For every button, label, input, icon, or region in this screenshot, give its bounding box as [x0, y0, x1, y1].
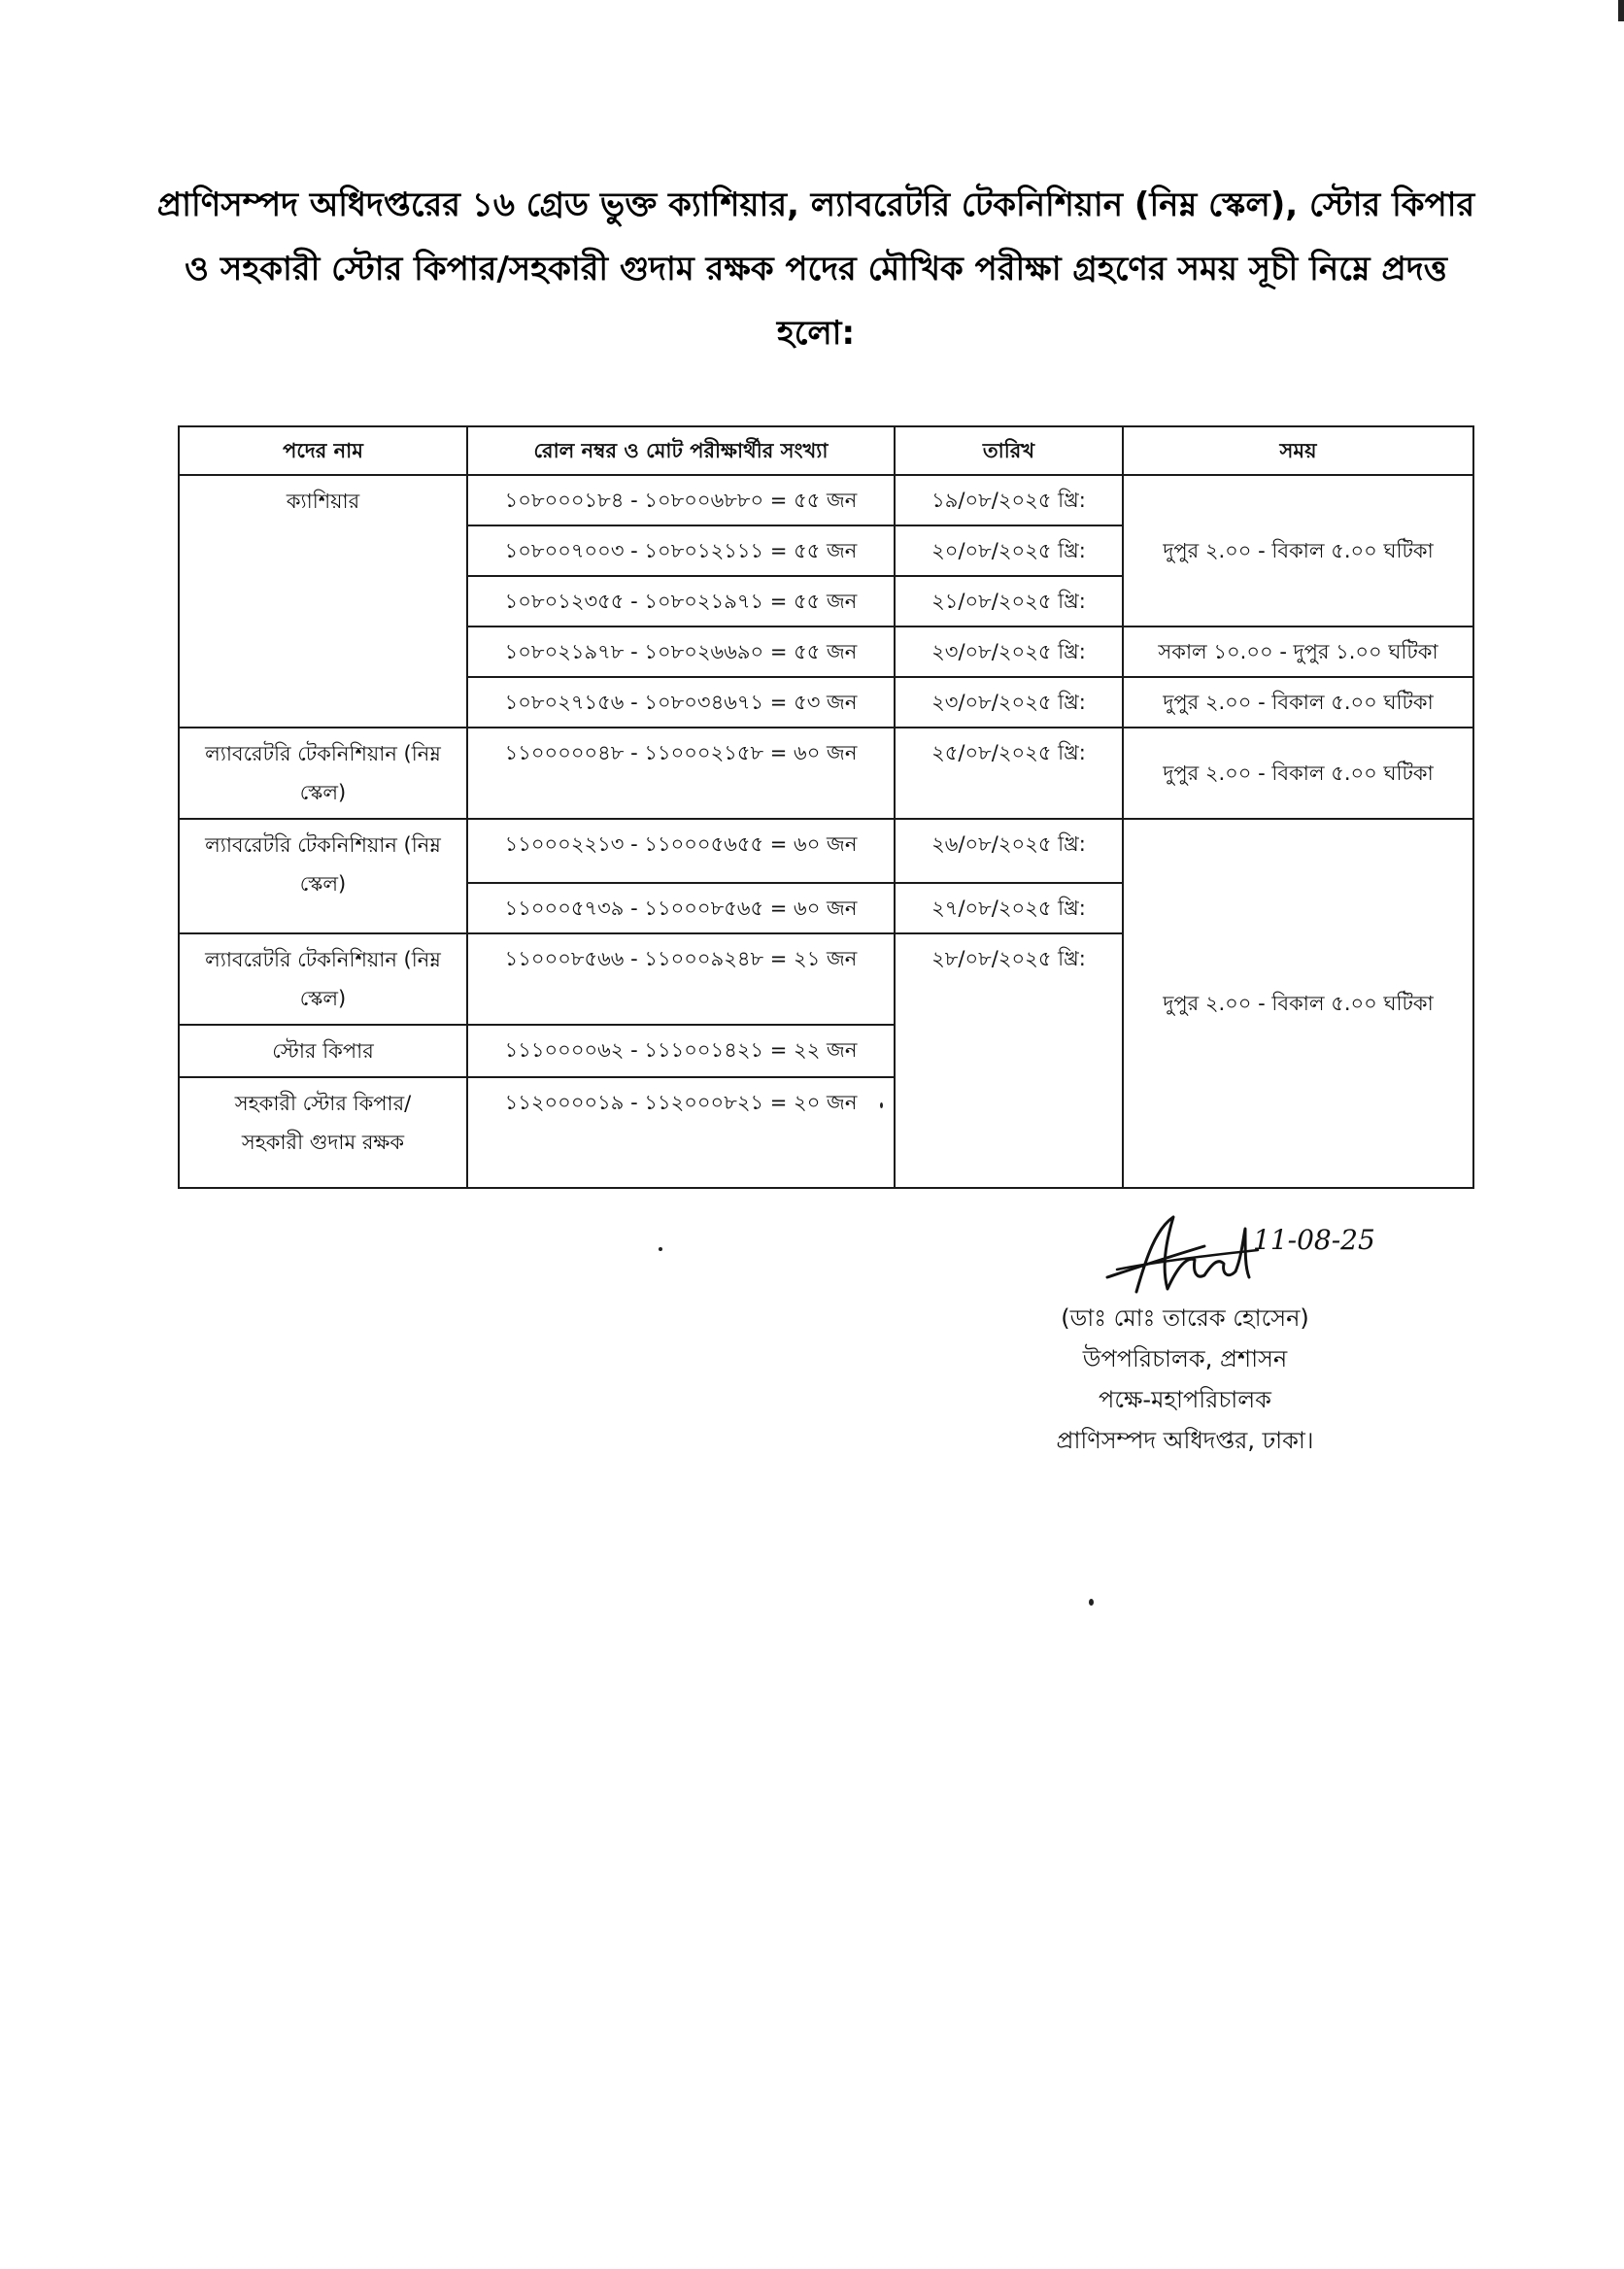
- table-row: [179, 819, 1473, 883]
- post-lab-technician: ল্যাবরেটরি টেকনিশিয়ান (নিম্ন স্কেল): [179, 933, 467, 1025]
- post-lab-technician: ল্যাবরেটরি টেকনিশিয়ান (নিম্ন স্কেল): [179, 728, 467, 819]
- post-lab-technician: ল্যাবরেটরি টেকনিশিয়ান (নিম্ন স্কেল): [179, 819, 467, 933]
- roll-cell: ১০৮০০৭০০৩ - ১০৮০১২১১১ = ৫৫ জন: [467, 525, 895, 576]
- header-post-name: পদের নাম: [179, 426, 467, 475]
- time-cell: দুপুর ২.০০ - বিকাল ৫.০০ ঘটিকা: [1123, 819, 1473, 1188]
- signatory-block: [1030, 1298, 1340, 1461]
- roll-cell: ১১১০০০০৬২ - ১১১০০১৪২১ = ২২ জন: [467, 1025, 895, 1077]
- date-cell: ২৭/০৮/২০২৫ খ্রি:: [895, 883, 1123, 933]
- post-assistant-store-keeper: সহকারী স্টোর কিপার/সহকারী গুদাম রক্ষক: [179, 1077, 467, 1188]
- time-cell: সকাল ১০.০০ - দুপুর ১.০০ ঘটিকা: [1123, 627, 1473, 677]
- roll-cell: ১০৮০২১৯৭৮ - ১০৮০২৬৬৯০ = ৫৫ জন: [467, 627, 895, 677]
- roll-cell: ১১০০০২২১৩ - ১১০০০৫৬৫৫ = ৬০ জন: [467, 819, 895, 883]
- roll-cell: ১০৮০১২৩৫৫ - ১০৮০২১৯৭১ = ৫৫ জন: [467, 576, 895, 627]
- signature-date: 11-08-25: [1253, 1224, 1375, 1256]
- table-row: [179, 728, 1473, 819]
- scan-speck: [659, 1247, 662, 1251]
- roll-cell: ১০৮০২৭১৫৬ - ১০৮০৩৪৬৭১ = ৫৩ জন: [467, 677, 895, 728]
- date-cell: ২১/০৮/২০২৫ খ্রি:: [895, 576, 1123, 627]
- date-cell: ২৩/০৮/২০২৫ খ্রি:: [895, 677, 1123, 728]
- table-row: [179, 475, 1473, 525]
- post-store-keeper: স্টোর কিপার: [179, 1025, 467, 1077]
- header-roll-count: রোল নম্বর ও মোট পরীক্ষার্থীর সংখ্যা: [467, 426, 895, 475]
- date-cell: ২৫/০৮/২০২৫ খ্রি:: [895, 728, 1123, 819]
- date-cell: ২৩/০৮/২০২৫ খ্রি:: [895, 627, 1123, 677]
- roll-cell: ১০৮০০০১৮৪ - ১০৮০০৬৮৮০ = ৫৫ জন: [467, 475, 895, 525]
- notice-title: প্রাণিসম্পদ অধিদপ্তরের ১৬ গ্রেড ভুক্ত ক্যাশিয়ার, ল্যাবরেটরি টেকনিশিয়ান (নিম্ন স্কেল), স্টোর কিপার ও সহকারী স্টোর কিপার/সহকারী গুদাম রক্ষক পদের মৌখিক পরীক্ষা গ্রহণের সময় সূচী নিম্নে প্রদত্ত হলো:: [156, 186, 1475, 353]
- roll-cell: ১১০০০৮৫৬৬ - ১১০০০৯২৪৮ = ২১ জন: [467, 933, 895, 1025]
- time-cell: দুপুর ২.০০ - বিকাল ৫.০০ ঘটিকা: [1123, 475, 1473, 627]
- roll-cell: ১১০০০০০৪৮ - ১১০০০২১৫৮ = ৬০ জন: [467, 728, 895, 819]
- scan-speck: [880, 1102, 883, 1108]
- signatory-on-behalf: পক্ষে-মহাপরিচালক: [1099, 1386, 1271, 1413]
- date-cell: ২৬/০৮/২০২৫ খ্রি:: [895, 819, 1123, 883]
- scan-speck: [1089, 1599, 1094, 1606]
- signatory-designation: উপপরিচালক, প্রশাসন: [1082, 1345, 1288, 1372]
- time-cell: দুপুর ২.০০ - বিকাল ৫.০০ ঘটিকা: [1123, 677, 1473, 728]
- header-date: তারিখ: [895, 426, 1123, 475]
- date-cell: ১৯/০৮/২০২৫ খ্রি:: [895, 475, 1123, 525]
- signatory-name: (ডাঃ মোঃ তারেক হোসেন): [1061, 1304, 1309, 1332]
- table-header-row: [179, 426, 1473, 475]
- scan-edge-mark: [1618, 0, 1624, 21]
- date-cell: ২৮/০৮/২০২৫ খ্রি:: [895, 933, 1123, 1188]
- roll-cell: ১১০০০৫৭৩৯ - ১১০০০৮৫৬৫ = ৬০ জন: [467, 883, 895, 933]
- post-cashier: ক্যাশিয়ার: [179, 475, 467, 728]
- time-cell: দুপুর ২.০০ - বিকাল ৫.০০ ঘটিকা: [1123, 728, 1473, 819]
- roll-cell: ১১২০০০০১৯ - ১১২০০০৮২১ = ২০ জন: [467, 1077, 895, 1188]
- schedule-table: [178, 425, 1474, 1189]
- signatory-office: প্রাণিসম্পদ অধিদপ্তর, ঢাকা।: [1056, 1427, 1314, 1454]
- header-time: সময়: [1123, 426, 1473, 475]
- date-cell: ২০/০৮/২০২৫ খ্রি:: [895, 525, 1123, 576]
